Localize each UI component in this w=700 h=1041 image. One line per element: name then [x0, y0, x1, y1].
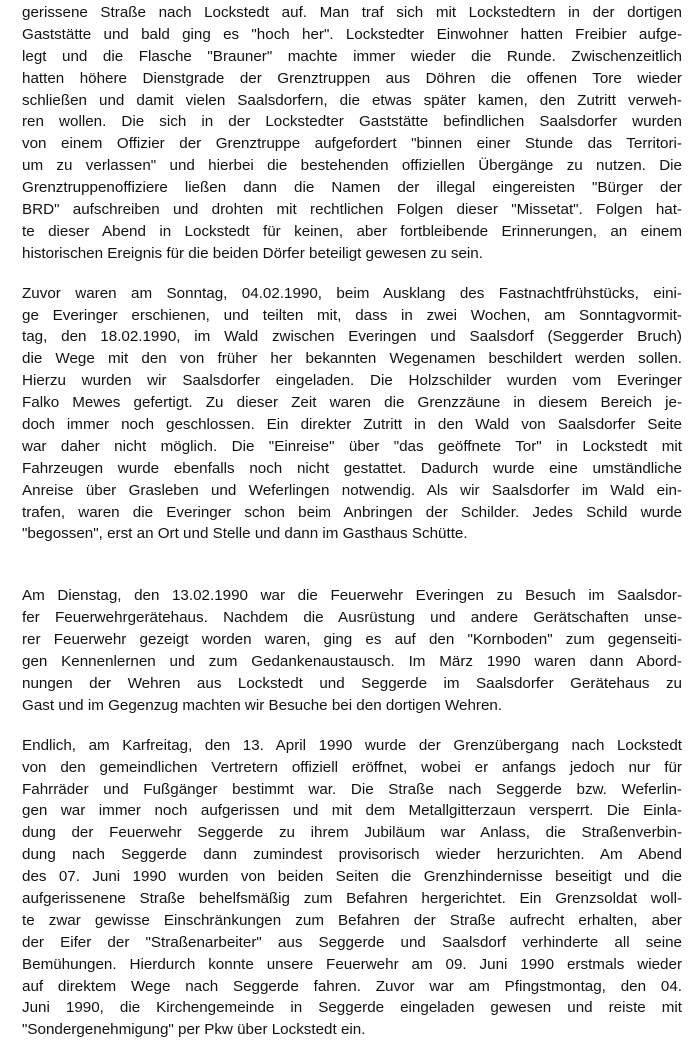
text-line: war daher nicht möglich. Die "Einreise" über "das geöffnete Tor" in Lockstedt mit	[22, 437, 682, 455]
text-line: die Wege mit den von früher her bekannten Wegenamen beschildert werden sollen.	[22, 350, 682, 368]
text-line: Am Dienstag, den 13.02.1990 war die Feuerwehr Everingen zu Besuch im Saalsdor-	[22, 587, 682, 605]
text-line: "begossen", erst an Ort und Stelle und dann im Gasthaus Schütte.	[22, 525, 468, 543]
text-line: der Eifer der "Straßenarbeiter" aus Seggerde und Saalsdorf verhinderte all seine	[22, 933, 682, 951]
text-line: gen war immer noch aufgerissen und mit dem Metallgitterzaun versperrt. Die Einla-	[22, 802, 682, 820]
text-line: Gaststätte und bald ging es "hoch her". Lockstedter Einwohner hatten Freibier aufge-	[22, 25, 682, 43]
text-line: Fahrräder und Fußgänger bestimmt war. Die Straße nach Seggerde bzw. Weferlin-	[22, 780, 682, 798]
text-line: gerissene Straße nach Lockstedt auf. Man traf sich mit Lockstedtern in der dortigen	[22, 4, 682, 21]
text-line: dung der Feuerwehr Seggerde zu ihrem Jubiläum war Anlass, die Straßenverbin-	[22, 824, 682, 842]
paragraph-2	[22, 283, 682, 546]
text-line: trafen, waren die Everinger schon beim Anbringen der Schilder. Jedes Schild wurde	[22, 503, 682, 521]
text-line: Anreise über Grasleben und Weferlingen notwendig. Als wir Saalsdorfer im Wald ein-	[22, 481, 682, 499]
text-line: BRD" aufschreiben und drohten mit rechtlichen Folgen dieser "Missetat". Folgen hat-	[22, 201, 682, 219]
paragraph-spacer	[22, 265, 682, 283]
paragraph-spacer	[22, 717, 682, 735]
text-line: legt und die Flasche "Brauner" machte immer wieder die Runde. Zwischenzeitlich	[22, 47, 682, 65]
text-line: hatten höhere Dienstgrade der Grenztruppen aus Döhren die offenen Tore wieder	[22, 69, 682, 87]
text-line: nungen der Wehren aus Lockstedt und Seggerde im Saalsdorfer Gerätehaus zu	[22, 674, 682, 692]
text-line: historischen Ereignis für die beiden Dörfer beteiligt gewesen zu sein.	[22, 244, 483, 262]
text-line: von den gemeindlichen Vertretern offiziell eröffnet, wobei er anfangs jedoch nur für	[22, 758, 682, 776]
document-page	[22, 2, 682, 1041]
text-line: "Sondergenehmigung" per Pkw über Lockstedt ein.	[22, 1021, 366, 1039]
text-line: rer Feuerwehr gezeigt worden waren, ging es auf den "Kornboden" zum gegenseiti-	[22, 631, 682, 649]
text-line: Falko Mewes gefertigt. Zu dieser Zeit waren die Grenzzäune in diesem Bereich je-	[22, 394, 682, 412]
paragraph-spacer	[22, 545, 682, 585]
text-line: Bemühungen. Hierdurch konnte unsere Feuerwehr am 09. Juni 1990 erstmals wieder	[22, 955, 682, 973]
text-line: Juni 1990, die Kirchengemeinde in Seggerde eingeladen gewesen und reiste mit	[22, 999, 682, 1017]
text-line: aufgerissenene Straße behelfsmäßig zum Befahren hergerichtet. Ein Grenzsoldat woll-	[22, 889, 682, 907]
text-line: des 07. Juni 1990 wurden von beiden Seiten die Grenzhindernisse beseitigt und die	[22, 868, 682, 886]
text-line: tag, den 18.02.1990, im Wald zwischen Everingen und Saalsdorf (Seggerder Bruch)	[22, 328, 682, 346]
text-line: te dieser Abend in Lockstedt für keinen, aber fortbleibende Erinnerungen, an einem	[22, 222, 682, 240]
text-line: Grenztruppenoffiziere ließen dann die Namen der illegal eingereisten "Bürger der	[22, 179, 682, 197]
text-line: Hierzu wurden wir Saalsdorfer eingeladen. Die Holzschilder wurden vom Everinger	[22, 372, 682, 390]
text-line: auf direktem Wege nach Seggerde fahren. Zuvor war am Pfingstmontag, den 04.	[22, 977, 682, 995]
text-line: fer Feuerwehrgerätehaus. Nachdem die Ausrüstung und andere Gerätschaften unse-	[22, 609, 682, 627]
text-line: te zwar gewisse Einschränkungen zum Befahren der Straße aufrecht erhalten, aber	[22, 911, 682, 929]
text-line: Fahrzeugen wurde ebenfalls noch nicht gestattet. Dadurch wurde eine umständliche	[22, 459, 682, 477]
text-line: doch immer noch geschlossen. Ein direkter Zutritt in den Wald von Saalsdorfer Seite	[22, 416, 682, 434]
text-line: gen Kennenlernen und zum Gedankenaustausch. Im März 1990 waren dann Abord-	[22, 653, 682, 671]
text-line: um zu verlassen" und hierbei die bestehenden offiziellen Übergänge zu nutzen. Die	[22, 157, 682, 175]
text-line: ge Everinger erschienen, und teilten mit, dass in zwei Wochen, am Sonntagvormit-	[22, 306, 682, 324]
text-line: Endlich, am Karfreitag, den 13. April 1990 wurde der Grenzübergang nach Lockstedt	[22, 736, 682, 754]
text-line: von einem Offizier der Grenztruppe aufgefordert "binnen einer Stunde das Territori-	[22, 135, 682, 153]
text-line: Zuvor waren am Sonntag, 04.02.1990, beim Ausklang des Fastnachtfrühstücks, eini-	[22, 284, 682, 302]
paragraph-4	[22, 735, 682, 1041]
text-line: Gast und im Gegenzug machten wir Besuche bei den dortigen Wehren.	[22, 696, 503, 714]
text-line: ren wollen. Die sich in der Lockstedter Gaststätte befindlichen Saalsdorfer wurden	[22, 113, 682, 131]
text-line: dung nach Seggerde dann zumindest provisorisch wieder herzurichten. Am Abend	[22, 846, 682, 864]
paragraph-1	[22, 2, 682, 265]
paragraph-3	[22, 585, 682, 716]
text-line: schließen und damit vielen Saalsdorfern, die etwas später kamen, den Zutritt verweh-	[22, 91, 682, 109]
